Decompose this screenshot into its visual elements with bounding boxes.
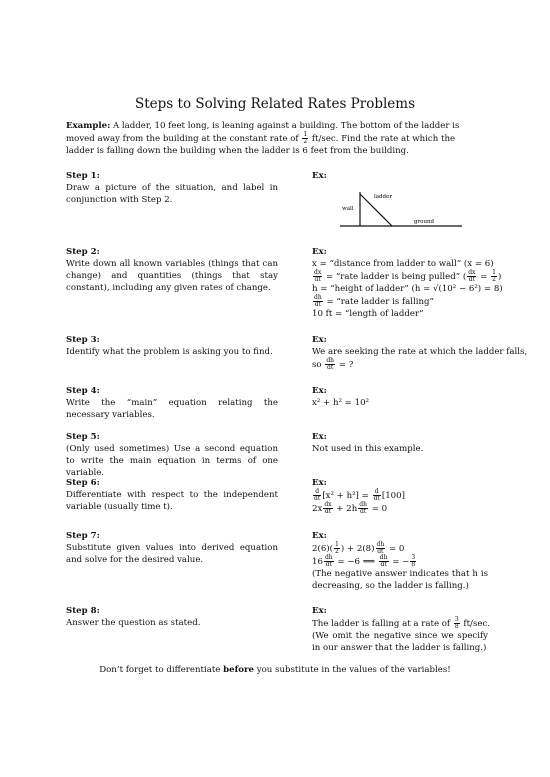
fraction-half: $\frac{1}{2}$	[303, 131, 308, 145]
step-text: Write the “main” equation relating the necessary variables.	[66, 398, 278, 420]
example-intro	[66, 120, 484, 157]
wall-label: wall	[342, 206, 354, 212]
ex-line: The ladder is falling at a rate of $\frac{3}{8}$ ft/sec.	[312, 616, 490, 630]
ex-note: (We omit the negative since we specify in our answer that the ladder is falling.)	[312, 631, 488, 653]
ex-line: Not used in this example.	[312, 444, 424, 454]
step-heading: Step 1:	[66, 171, 100, 181]
ex-line: 2x $\frac{dx}{dt}$ + 2h $\frac{dh}{dt}$ = 0	[312, 501, 388, 515]
ex-line: 16 $\frac{dh}{dt}$ = −6 ⟹ $\frac{dh}{dt}$ = − $\frac{3}{8}$	[312, 554, 416, 568]
example-label: Example:	[66, 121, 111, 131]
ex-line: $\frac{dx}{dt}$ = “rate ladder is being pulled” ( $\frac{dx}{dt}$ = $\frac{1}{2}$ )	[314, 269, 502, 283]
step-text: (Only used sometimes) Use a second equation to write the main equation in terms of one variable.	[66, 444, 278, 478]
ex-heading: Ex:	[312, 386, 327, 396]
step-heading: Step 6:	[66, 478, 100, 488]
step-text: Answer the question as stated.	[66, 618, 201, 628]
ex-heading: Ex:	[312, 531, 327, 541]
ladder-diagram	[312, 182, 462, 232]
example-text-b: ft/sec. Find the rate at which the ladder is falling down the building when the ladder is 6 feet from the building.	[66, 134, 456, 156]
step-heading: Step 8:	[66, 606, 100, 616]
ex-line: x = “distance from ladder to wall” (x = 6)	[312, 259, 494, 269]
step-heading: Step 4:	[66, 386, 100, 396]
ex-line: 10 ft = “length of ladder”	[312, 309, 424, 319]
ex-line: x² + h² = 10²	[312, 398, 369, 408]
ex-line: $\frac{dh}{dt}$ = “rate ladder is falling”	[314, 294, 434, 308]
step-text: Write down all known variables (things that can change) and quantities (things that stay constant), including any given rates of change.	[66, 259, 278, 293]
step-text: Differentiate with respect to the independent variable (usually time t).	[66, 490, 278, 512]
example-text-a: A ladder, 10 feet long, is leaning against a building. The bottom of the ladder is moved away from the building at the constant rate of	[66, 121, 460, 144]
ex-heading: Ex:	[312, 478, 327, 488]
ex-line: We are seeking the rate at which the ladder falls,	[312, 347, 528, 357]
step-text: Draw a picture of the situation, and label in conjunction with Step 2.	[66, 183, 278, 205]
ground-label: ground	[414, 219, 435, 225]
step-text: Substitute given values into derived equation and solve for the desired value.	[66, 543, 278, 565]
ex-line: 2(6)( $\frac{1}{2}$ ) + 2(8) $\frac{dh}{dt}$ = 0	[312, 541, 405, 555]
ex-heading: Ex:	[312, 432, 327, 442]
step-heading: Step 3:	[66, 335, 100, 345]
step-heading: Step 5:	[66, 432, 100, 442]
ex-heading: Ex:	[312, 247, 327, 257]
ex-heading: Ex:	[312, 335, 327, 345]
ex-line: $\frac{d}{dt}$ [x² + h²] = $\frac{d}{dt}$ [100]	[314, 488, 405, 502]
ex-heading: Ex:	[312, 171, 327, 181]
ex-line: h = “height of ladder” (h = √(10² − 6²) = 8)	[312, 284, 503, 294]
ex-heading: Ex:	[312, 606, 327, 616]
step-text: Identify what the problem is asking you to find.	[66, 347, 273, 357]
ladder-label: ladder	[374, 194, 392, 200]
ex-note: (The negative answer indicates that h is decreasing, so the ladder is falling.)	[312, 569, 488, 591]
ex-line: so $\frac{dh}{dt}$ = ?	[312, 357, 354, 371]
page-title: Steps to Solving Related Rates Problems	[135, 96, 415, 112]
footer-note: Don’t forget to differentiate before you substitute in the values of the variables!	[99, 665, 451, 675]
step-heading: Step 7:	[66, 531, 100, 541]
step-heading: Step 2:	[66, 247, 100, 257]
